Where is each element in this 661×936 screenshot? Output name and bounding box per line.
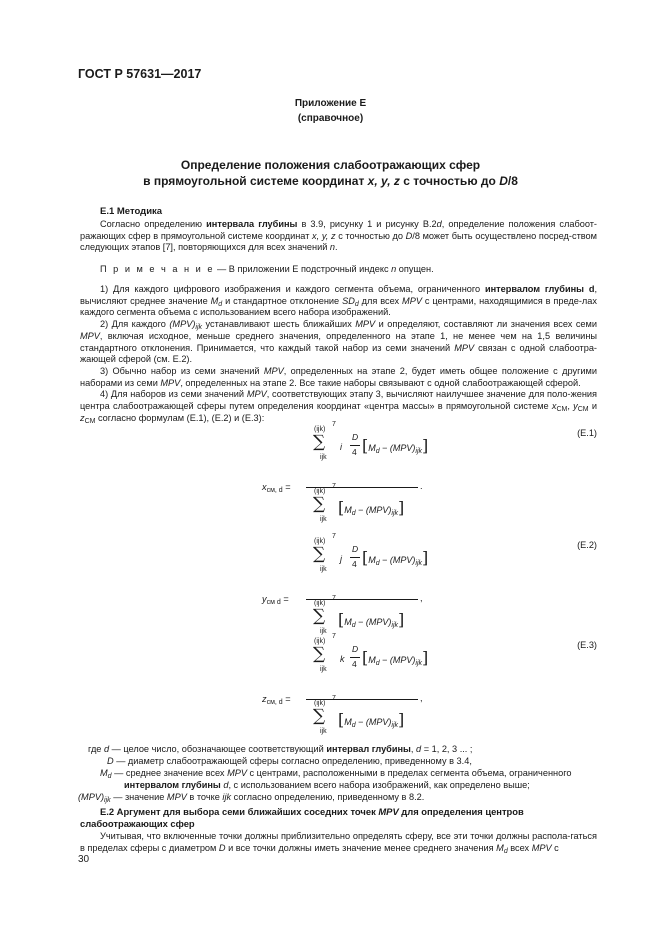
step-3: 3) Обычно набор из семи значений MPV, определенных на этапе 2, будет иметь общее положение с другими наборами из семи MPV, определенных на этапе 2. Все такие наборы связывают с одной слабоотражающей сферой. bbox=[80, 365, 597, 388]
step-4: 4) Для наборов из семи значений MPV, соответствующих этапу 3, вычисляют наилучшее значение для поло-жения центра слабоотражающей сферы путем определения координат «центра массы» в прямоугольной системе $x_{СМ}$, $y_{СМ}$ и $z_{СМ}$ согласно формулам (Е.1), (Е.2) и (Е.3): bbox=[80, 389, 597, 425]
appendix-title-line1: Определение положения слабоотражающих сфер bbox=[180, 158, 481, 172]
sum-icon: ∑ bbox=[313, 644, 326, 664]
where-MPV: $(MPV)_{ijk}$ — значение MPV в точке ijk согласно определению, приведенному в 8.2. bbox=[78, 792, 425, 804]
sum-icon: ∑ bbox=[313, 432, 326, 452]
sum-icon: ∑ bbox=[313, 706, 326, 726]
formula-lhs: $z_{см, d}$ = bbox=[262, 694, 291, 706]
sum-icon: ∑ bbox=[313, 544, 326, 564]
sum-icon: ∑ bbox=[313, 606, 326, 626]
formula-number: (Е.2) bbox=[577, 540, 597, 550]
section-e2-text: Учитывая, что включенные точки должны приблизительно определять сферу, все эти точки должны распола-гаться в пределах сферы с диаметром D и все точки должны иметь значение менее среднего значения $M_d$ всех MPV с bbox=[80, 831, 597, 855]
formula-numerator: (ijk) 7 ∑ ijk j D 4 $[M_d - (MPV)_{ijk}]$ bbox=[313, 533, 429, 573]
formula-denominator: (ijk) 7 ∑ ijk $[M_d - (MPV)_{ijk}]$ bbox=[313, 595, 405, 635]
appendix-title-line2: в прямоугольной системе координат x, y, z с точностью до D/8 bbox=[143, 174, 518, 188]
formula-number: (Е.1) bbox=[577, 428, 597, 438]
where-clause bbox=[78, 743, 600, 804]
sum-icon: ∑ bbox=[313, 494, 326, 514]
where-Md-cont: интервалом глубины d, с использованием всего набора изображений, как определено выше; bbox=[124, 780, 530, 790]
note: П р и м е ч а н и е — В приложении Е подстрочный индекс n опущен. bbox=[100, 264, 434, 274]
formula-numerator: (ijk) 7 ∑ ijk i D 4 $[M_d - (MPV)_{ijk}]$ bbox=[313, 421, 429, 461]
step-1: 1) Для каждого цифрового изображения и каждого сегмента объема, ограниченного интервалом глубины d, вычисляют среднее значение $M_d$ и стандартное отклонение $SD_d$ для всех MPV с центрами, находящимися в преде-лах каждого сегмента объема с использованием всего набора изображений. bbox=[80, 284, 597, 318]
document-header: ГОСТ Р 57631—2017 bbox=[78, 67, 202, 81]
where-D: D — диаметр слабоотражающей сферы согласно определению, приведенному в 3.4, bbox=[107, 756, 472, 766]
where-d: где d — целое число, обозначающее соответствующий интервал глубины, d = 1, 2, 3 ... ; bbox=[88, 744, 473, 754]
section-e2-heading: Е.2 Аргумент для выбора семи ближайших соседних точек MPV для определения центров bbox=[100, 806, 524, 817]
step-2: 2) Для каждого $(MPV)_{ijk}$ устанавливают шесть ближайших MPV и определяют, составляют ли значения всех семи MPV, включая исходное, меньше среднего значения, определенного на этапе 1, не менее чем на 1,5 величины стандартного отклонения. Принимается, что каждый такой набор из семи значений MPV связан с одной слабоотра-жающей сферой (см. Е.2). bbox=[80, 319, 597, 365]
formula-lhs: $x_{см, d}$ = bbox=[262, 482, 291, 494]
where-Md: $M_d$ — среднее значение всех MPV с центрами, расположенными в пределах сегмента объема, ограниченного bbox=[100, 768, 572, 780]
formula-numerator: (ijk) 7 ∑ ijk k D 4 $[M_d - (MPV)_{ijk}]$ bbox=[313, 633, 429, 673]
appendix-type: (справочное) bbox=[297, 113, 364, 124]
section-e1-heading: Е.1 Методика bbox=[100, 206, 163, 217]
section-e1-intro: Согласно определению интервала глубины в 3.9, рисунку 1 и рисунку В.2d, определение положения слабоот-ражающих сфер в прямоугольной системе координат x, y, z с точностью до D/8 может быть осуществлено посред-ством следующих этапов [7], повторяющихся для всех значений n. bbox=[80, 219, 597, 253]
method-steps bbox=[80, 284, 597, 424]
section-e2-heading-line2: слабоотражающих сфер bbox=[80, 818, 195, 829]
formula-denominator: (ijk) 7 ∑ ijk $[M_d - (MPV)_{ijk}]$ bbox=[313, 695, 405, 735]
page-number: 30 bbox=[78, 854, 90, 865]
formula-number: (Е.3) bbox=[577, 640, 597, 650]
formula-lhs: $y_{см d}$ = bbox=[262, 594, 289, 606]
formula-denominator: (ijk) 7 ∑ ijk $[M_d - (MPV)_{ijk}]$ bbox=[313, 483, 405, 523]
appendix-label: Приложение Е bbox=[294, 98, 367, 109]
